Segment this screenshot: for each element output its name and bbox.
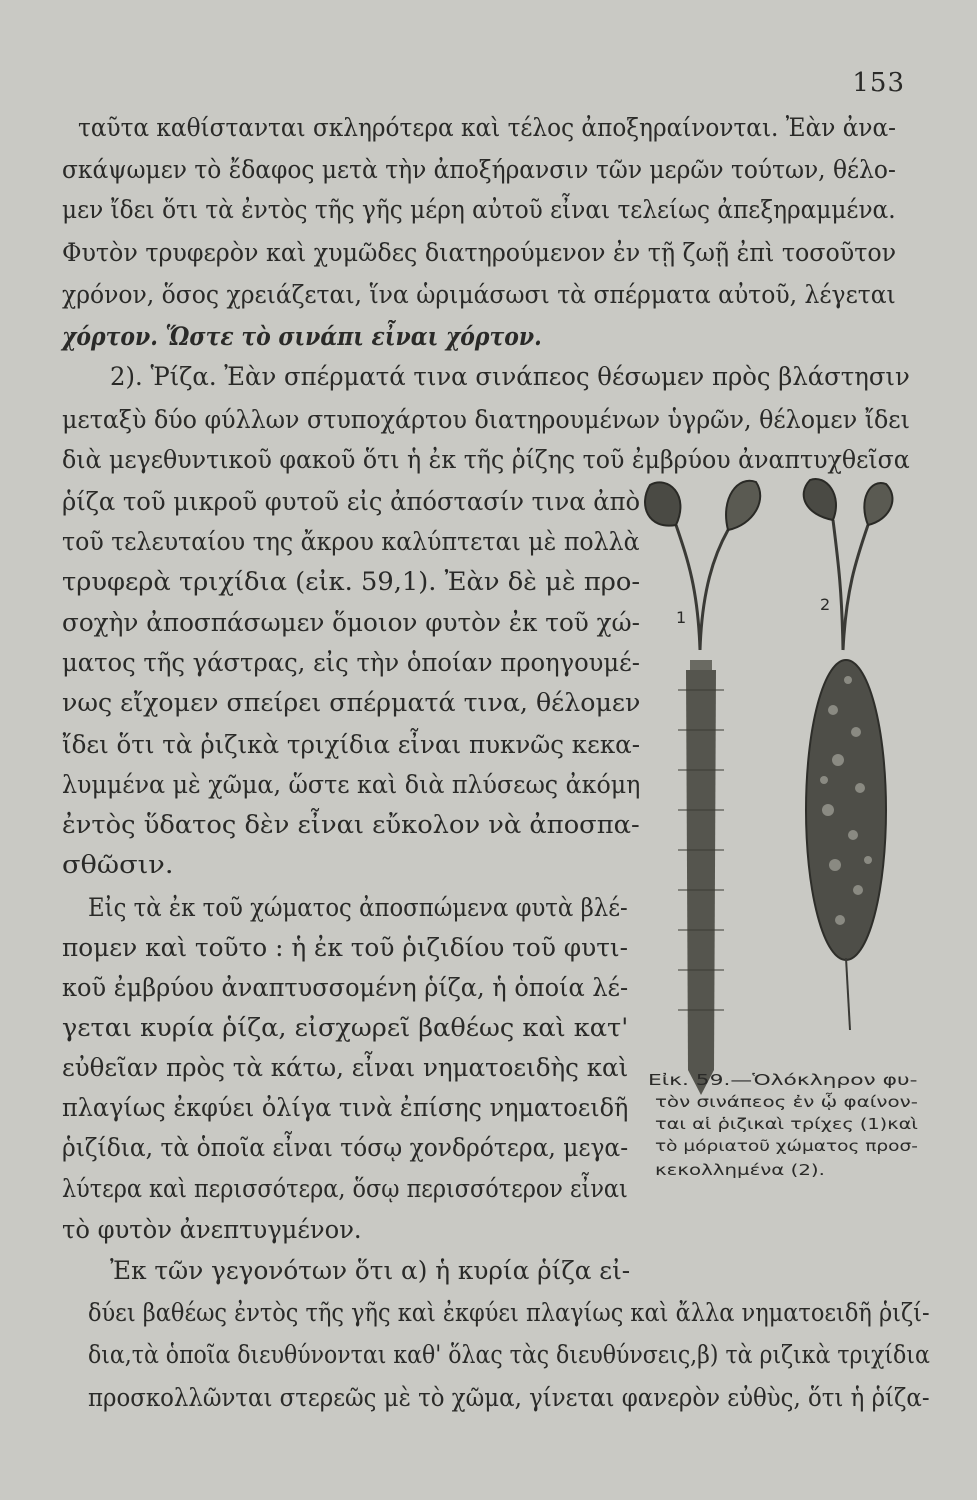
text-line: 2). Ῥίζα. Ἐὰν σπέρματά τινα σινάπεος θέσωμεν πρὸς βλάστησιν [110,362,910,391]
seedling-illustration [628,470,928,1100]
text-line: τοῦ τελευταίου της ἄκρου καλύπτεται μὲ πολλὰ [62,527,640,556]
text-line: ἴδει ὅτι τὰ ῥιζικὰ τριχίδια εἶναι πυκνῶς κεκα- [62,730,641,759]
text-line: Ἐκ τῶν γεγονότων ὅτι α) ἡ κυρία ῥίζα εἰ- [110,1256,631,1285]
text-line: μεταξὺ δύο φύλλων στυποχάρτου διατηρουμένων ὑγρῶν, θέλομεν ἴδει [62,405,910,434]
seedling-2 [804,479,893,1030]
text-line: πομεν καὶ τοῦτο : ἡ ἐκ τοῦ ῥιζιδίου τοῦ φυτι- [62,933,629,962]
text-line: λυμμένα μὲ χῶμα, ὥστε καὶ διὰ πλύσεως ἀκόμη [62,770,641,799]
text-line: ἐντὸς ὕδατος δὲν εἶναι εὔκολον νὰ ἀποσπα- [62,810,640,839]
figure-label-1: 1 [676,608,687,627]
text-line: γεται κυρία ῥίζα, εἰσχωρεῖ βαθέως καὶ κατ' [62,1013,629,1042]
text-line: λύτερα καὶ περισσότερα, ὅσῳ περισσότερον εἶναι [62,1174,628,1203]
caption-line: κεκολλημένα (2). [655,1161,825,1179]
seedling-1 [645,481,760,1095]
text-line: ταῦτα καθίστανται σκληρότερα καὶ τέλος ἀποξηραίνονται. Ἐὰν ἀνα- [78,113,896,142]
text-line: σθῶσιν. [62,850,174,879]
caption-line: τὸν σινάπεος ἐν ᾧ φαίνον- [655,1093,918,1111]
text-line: εὐθεῖαν πρὸς τὰ κάτω, εἶναι νηματοειδὴς καὶ [62,1053,629,1082]
text-line: δια,τὰ ὁποῖα διευθύνονται καθ' ὅλας τὰς διευθύνσεις,β) τὰ ριζικὰ τριχίδια [88,1340,930,1369]
text-line: ῥιζίδια, τὰ ὁποῖα εἶναι τόσῳ χονδρότερα, μεγα- [62,1133,629,1162]
text-line: σκάψωμεν τὸ ἔδαφος μετὰ τὴν ἀποξήρανσιν τῶν μερῶν τούτων, θέλο- [62,155,896,184]
text-line: ματος τῆς γάστρας, εἰς τὴν ὁποίαν προηγουμέ- [62,648,640,677]
text-line: σοχὴν ἀποσπάσωμεν ὅμοιον φυτὸν ἐκ τοῦ χώ- [62,608,640,637]
text-line: δύει βαθέως ἐντὸς τῆς γῆς καὶ ἐκφύει πλαγίως καὶ ἄλλα νηματοειδῆ ῥιζί- [88,1298,930,1327]
text-line: χόρτον. Ὥστε τὸ σινάπι εἶναι χόρτον. [62,322,542,351]
text-line: τρυφερὰ τριχίδια (εἰκ. 59,1). Ἐὰν δὲ μὲ προ- [62,567,641,596]
text-line: κοῦ ἐμβρύου ἀναπτυσσομένη ῥίζα, ἡ ὁποία λέ- [62,973,629,1002]
text-line: προσκολλῶνται στερεῶς μὲ τὸ χῶμα, γίνεται φανερὸν εὐθὺς, ὅτι ἡ ῥίζα- [88,1383,930,1412]
text-line: Φυτὸν τρυφερὸν καὶ χυμῶδες διατηρούμενον ἐν τῇ ζωῇ ἐπὶ τοσοῦτον [62,238,897,267]
text-line: διὰ μεγεθυντικοῦ φακοῦ ὅτι ἡ ἐκ τῆς ῥίζης τοῦ ἐμβρύου ἀναπτυχθεῖσα [62,445,910,474]
text-line: χρόνον, ὅσος χρειάζεται, ἵνα ὡριμάσωσι τὰ σπέρματα αὐτοῦ, λέγεται [62,280,896,309]
text-line: Εἰς τὰ ἐκ τοῦ χώματος ἀποσπώμενα φυτὰ βλέ- [88,893,628,922]
text-line: ῥίζα τοῦ μικροῦ φυτοῦ εἰς ἀπόστασίν τινα ἀπὸ [62,487,641,516]
figure-label-2: 2 [820,595,831,614]
caption-line: Εἰκ. 59.—Ὁλόκληρον φυ- [648,1071,918,1089]
seedling-drawing [628,470,928,1100]
page-number: 153 [852,68,905,98]
text-line: τὸ φυτὸν ἀνεπτυγμένον. [62,1215,362,1244]
text-line: νως εἴχομεν σπείρει σπέρματά τινα, θέλομεν [62,688,641,717]
caption-line: ται αἱ ῥιζικαὶ τρίχες (1)καὶ [655,1115,918,1133]
text-line: μεν ἴδει ὅτι τὰ ἐντὸς τῆς γῆς μέρη αὐτοῦ εἶναι τελείως ἀπεξηραμμένα. [62,195,896,224]
text-line: πλαγίως ἐκφύει ὀλίγα τινὰ ἐπίσης νηματοειδῆ [62,1093,629,1122]
caption-line: τὸ μόριατοῦ χώματος προσ- [655,1137,918,1155]
